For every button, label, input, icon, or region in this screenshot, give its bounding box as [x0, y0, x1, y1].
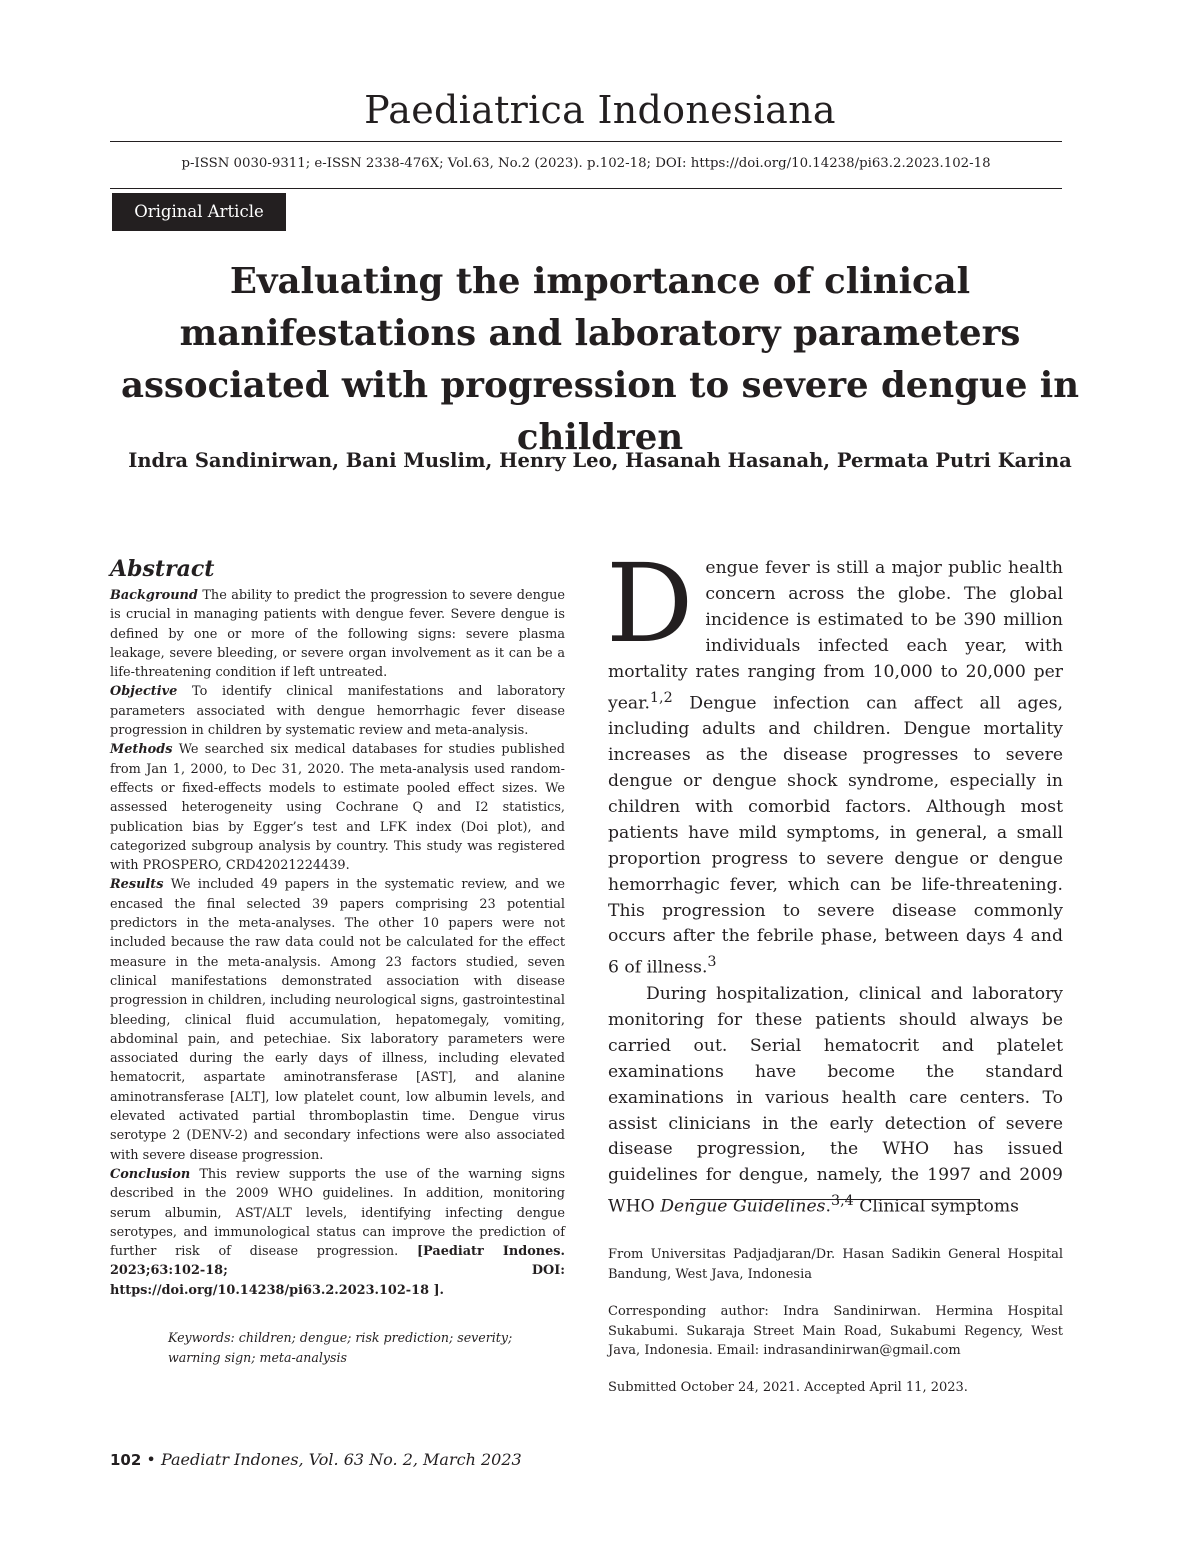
intro-text-2-italic: Dengue Guidelines — [660, 1196, 826, 1217]
header-rule-top — [110, 141, 1062, 142]
background-label: Background — [110, 588, 198, 603]
reference-marker: 3,4 — [830, 1193, 854, 1210]
article-title: Evaluating the importance of clinical manifestations and laboratory parameters associated with progression to severe dengue in children — [120, 261, 1080, 458]
methods-label: Methods — [110, 742, 173, 758]
reference-marker: 3 — [707, 954, 717, 971]
intro-paragraph-1 — [606, 540, 1063, 982]
intro-paragraph-2 — [608, 982, 1063, 1221]
conclusion-label: Conclusion — [110, 1166, 191, 1182]
author-list: Indra Sandinirwan, Bani Muslim, Henry Leo, Hasanah Hasanah, Permata Putri Karina — [128, 449, 1072, 472]
methods-text: We searched six medical databases for studies published from Jan 1, 2000, to Dec 31, 2020. The meta-analysis used random-effects or fixed-effects models to estimate pooled effect sizes. We assessed heterogeneity using Cochrane Q and I2 statistics, publication bias by Egger’s test and LFK index (Doi plot), and categorized subgroup analysis by country. This study was registered with PROSPERO, CRD42021224439. — [110, 742, 565, 874]
citation: [Paediatr Indones. 2023;63:102-18; DOI: https://doi.org/10.14238/pi63.2.2023.102-18 ]. — [110, 1244, 565, 1298]
footer-separator: • — [146, 1450, 156, 1469]
abstract-heading: Abstract — [110, 556, 215, 582]
affiliation-note: From Universitas Padjadjaran/Dr. Hasan Sadikin General Hospital Bandung, West Java, Indonesia — [608, 1247, 1063, 1282]
issn-doi-line: p-ISSN 0030-9311; e-ISSN 2338-476X; Vol.63, No.2 (2023). p.102-18; DOI: https://doi.org/10.14238/pi63.2.2023.102-18 — [181, 156, 991, 171]
introduction-body — [606, 540, 1063, 1221]
abstract-body — [110, 586, 565, 1300]
intro-text-1b: Dengue infection can affect all ages, including adults and children. Dengue mortality increases as the disease progresses to severe dengue or dengue shock syndrome, especially in children with comorbid factors. Although most patients have mild symptoms, in general, a small proportion progress to severe dengue or dengue hemorrhagic fever, which can be life-threatening. This progression to severe disease commonly occurs after the febrile phase, between days 4 and 6 of illness. — [608, 693, 1063, 979]
objective-text: To identify clinical manifestations and laboratory parameters associated with dengue hemorrhagic fever disease progression in children by systematic review and meta-analysis. — [110, 684, 565, 739]
intro-text-1a: engue fever is still a major public health concern across the globe. The global incidence is estimated to be 390 million individuals infected each year, with mortality rates ranging from 10,000 to 20,000 per year. — [608, 558, 1063, 714]
page-number: 102 — [110, 1451, 142, 1469]
keywords: Keywords: children; dengue; risk prediction; severity; warning sign; meta-analysis — [168, 1330, 513, 1365]
intro-text-2-period: . — [825, 1196, 831, 1217]
journal-title: Paediatrica Indonesiana — [364, 88, 836, 132]
intro-text-2b: Clinical symptoms — [853, 1196, 1019, 1217]
footer-journal-ref: Paediatr Indones, Vol. 63 No. 2, March 2023 — [160, 1450, 522, 1469]
header-rule-bottom — [110, 188, 1062, 189]
footnote-rule — [690, 1199, 980, 1200]
page-footer — [110, 1450, 522, 1469]
results-text: We included 49 papers in the systematic review, and we encased the final selected 39 papers comprising 23 potential predictors in the meta-analyses. The other 10 papers were not included because the raw data could not be calculated for the effect measure in the meta-analysis. Among 23 factors studied, seven clinical manifestations demonstrated association with disease progression in children, including neurological signs, gastrointestinal bleeding, clinical fluid accumulation, hepatomegaly, vomiting, abdominal pain, and petechiae. Six laboratory parameters were associated during the early days of illness, including elevated hematocrit, aspartate aminotransferase [AST], and alanine aminotransferase [ALT], low platelet count, low albumin levels, and elevated activated partial thromboplastin time. Dengue virus serotype 2 (DENV-2) and secondary infections were also associated with severe disease progression. — [110, 877, 565, 1163]
drop-cap: D — [606, 540, 694, 667]
objective-label: Objective — [110, 684, 178, 700]
results-label: Results — [110, 877, 164, 893]
corresponding-author-note: Corresponding author: Indra Sandinirwan. Hermina Hospital Sukabumi. Sukaraja Street Main Road, Sukabumi Regency, West Java, Indonesia. Email: indrasandinirwan@gmail.com — [608, 1304, 1063, 1358]
conclusion-text: This review supports the use of the warning signs described in the 2009 WHO guidelines. In addition, monitoring serum albumin, AST/ALT levels, identifying infecting dengue serotypes, and immunological status can improve the prediction of further risk of disease progression. — [110, 1166, 565, 1260]
article-type-badge: Original Article — [112, 193, 286, 231]
background-text: The ability to predict the progression to severe dengue is crucial in managing patients with dengue fever. Severe dengue is defined by one or more of the following signs: severe plasma leakage, severe bleeding, or severe organ involvement as it can be a life-threatening condition if left untreated. — [110, 588, 565, 681]
submission-dates: Submitted October 24, 2021. Accepted April 11, 2023. — [608, 1380, 968, 1395]
intro-text-2a: During hospitalization, clinical and laboratory monitoring for these patients should always be carried out. Serial hematocrit and platelet examinations have become the standard examinations in various health care centers. To assist clinicians in the early detection of severe disease progression, the WHO has issued guidelines for dengue, namely, the 1997 and 2009 WHO — [608, 983, 1063, 1217]
reference-marker: 1,2 — [649, 689, 673, 706]
